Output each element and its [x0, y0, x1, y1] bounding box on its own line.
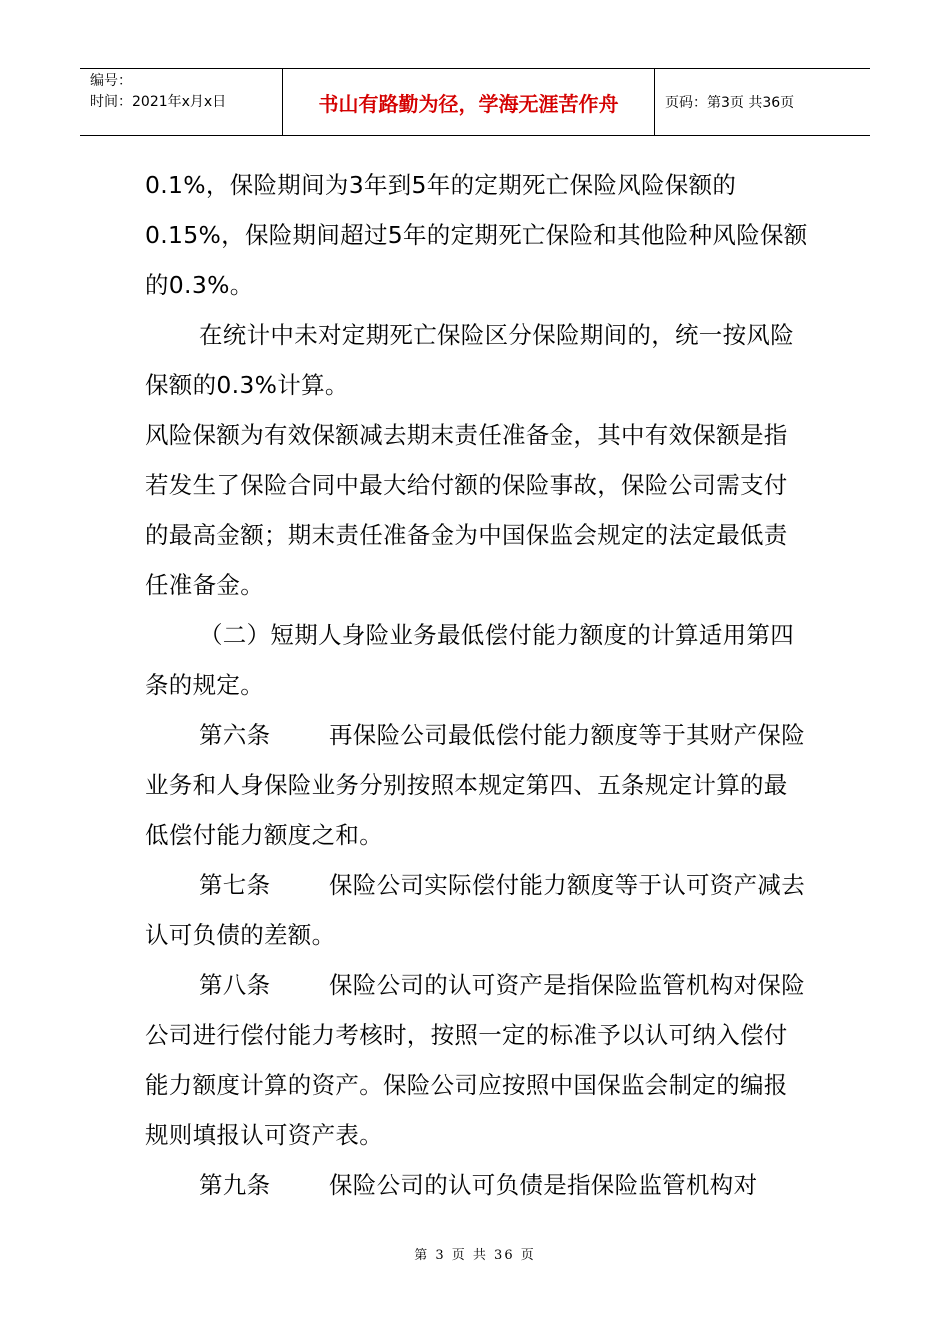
document-body [145, 160, 810, 1210]
article-8-text: 保险公司的认可资产是指保险监管机构对保险公司进行偿付能力考核时，按照一定的标准予以认可纳入偿付能力额度计算的资产。保险公司应按照中国保监会制定的编报规则填报认可资产表。 [145, 971, 805, 1149]
header-slogan: 书山有路勤为径，学海无涯苦作舟 [283, 69, 655, 135]
header-time: 时间：2021年x月x日 [90, 94, 227, 110]
header-number: 编号： [90, 73, 132, 89]
article-8 [145, 960, 810, 1160]
article-8-number: 第八条 [199, 971, 271, 999]
article-7-text: 保险公司实际偿付能力额度等于认可资产减去认可负债的差额。 [145, 871, 805, 949]
article-6 [145, 710, 810, 860]
page-header [80, 68, 870, 136]
page-footer: 第 3 页 共 36 页 [414, 1248, 536, 1263]
article-9-text: 保险公司的认可负债是指保险监管机构对 [329, 1171, 758, 1199]
article-7 [145, 860, 810, 960]
header-page-info: 页码：第3页 共36页 [665, 95, 795, 111]
paragraph-1: 0.1%，保险期间为3年到5年的定期死亡保险风险保额的0.15%，保险期间超过5年的定期死亡保险和其他险种风险保额的0.3%。 [145, 171, 808, 299]
paragraph-3: 风险保额为有效保额减去期末责任准备金，其中有效保额是指若发生了保险合同中最大给付额的保险事故，保险公司需支付的最高金额；期末责任准备金为中国保监会规定的法定最低责任准备金。 [145, 421, 788, 599]
paragraph-4: （二）短期人身险业务最低偿付能力额度的计算适用第四条的规定。 [145, 621, 794, 699]
paragraph-2: 在统计中未对定期死亡保险区分保险期间的，统一按风险保额的0.3%计算。 [145, 321, 794, 399]
article-9 [145, 1160, 810, 1210]
article-6-number: 第六条 [199, 721, 271, 749]
article-6-text: 再保险公司最低偿付能力额度等于其财产保险业务和人身保险业务分别按照本规定第四、五条规定计算的最低偿付能力额度之和。 [145, 721, 805, 849]
article-9-number: 第九条 [199, 1171, 271, 1199]
article-7-number: 第七条 [199, 871, 271, 899]
header-meta [80, 69, 283, 135]
